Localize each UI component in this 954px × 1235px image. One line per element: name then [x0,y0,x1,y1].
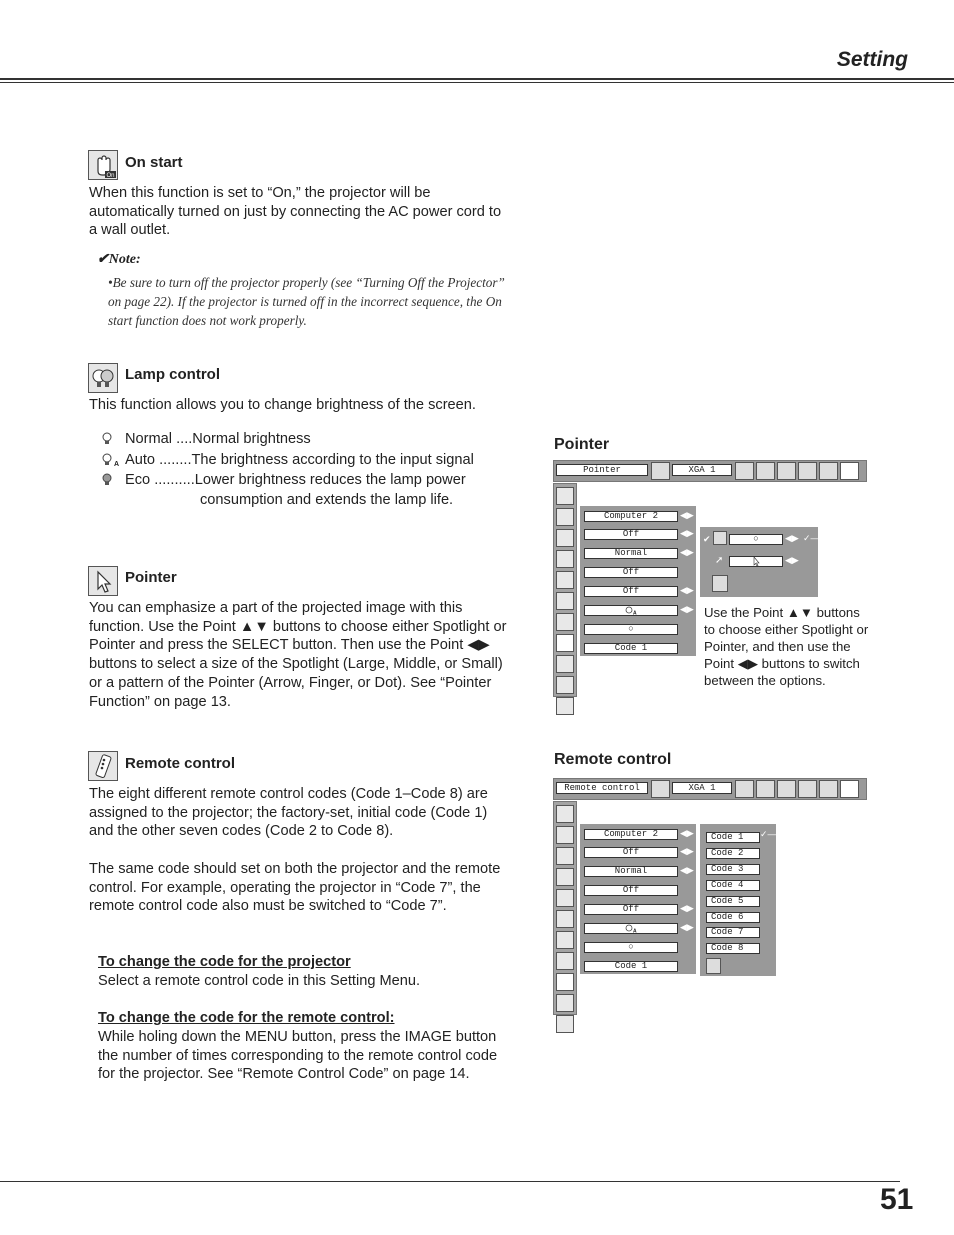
pointer-field-pointer: ○ [584,624,678,635]
remote-field-3: Normal [584,866,678,877]
pointer-field-remote: Code 1 [584,643,678,654]
pointer-menu-icon [556,634,574,652]
pointer-field-5: Off [584,586,678,597]
code-option-4: Code 4 [706,880,760,891]
remote-code-instructions: While holing down the MENU button, press the IMAGE button the number of times corresponding to the remote control code for the projector. See “Remote Control Code” on page 14. [98,1029,498,1083]
submenu-exit-icon [712,575,728,592]
pointer-menu-label: Pointer [556,464,648,476]
pointer-field-lamp [584,605,678,616]
lamp-menu-icon [556,613,574,631]
svg-text:A: A [633,610,637,617]
pointer-description: You can emphasize a part of the projected image with this function. Use the Point ▲▼ buttons to choose either Spotlight or Pointer and press the SELECT button. Then use the Point ◀▶ buttons to select a size of the Spotlight (Large, Middle, or Small) or a pattern of the Pointer (Arrow, Finger, or Dot). See “Pointer Function” on page 13. [89,600,507,710]
pointer-field-4: Off [584,567,678,578]
remote-control-icon [88,751,118,781]
image-select-icon [651,780,670,798]
pointer-figure-caption: Use the Point ▲▼ buttons to choose either Spotlight or Pointer, and then use the Point ◀▶ buttons to switch between the options. [704,605,869,688]
screen-icon [798,462,817,480]
remote-field-pointer: ○ [584,942,678,953]
input-source-icon [556,826,574,844]
computer-icon [735,780,754,798]
pointer-icon [88,566,118,596]
remote-code-subheading: To change the code for the remote control: [98,1010,395,1026]
pointer-field-3: Normal [584,548,678,559]
code-option-6: Code 6 [706,912,760,923]
input-label: XGA 1 [672,782,732,794]
background-icon [556,868,574,886]
pointer-field-input: Computer 2 [584,511,678,522]
setting-icon [840,780,859,798]
remote-control-heading: Remote control [125,755,236,772]
submenu-check-icon: ✔ [703,534,711,544]
header-rule-thin [0,82,954,83]
lamp-row-eco: Eco ..........Lower brightness reduces the lamp power [125,472,466,488]
input-source-icon [556,508,574,526]
spotlight-icon [713,531,727,545]
input-label: XGA 1 [672,464,732,476]
lamp-normal-icon [100,432,114,451]
remote-figure-title: Remote control [554,751,672,768]
remote-menu-label: Remote control [556,782,648,794]
screen-icon [798,780,817,798]
computer-icon [735,462,754,480]
position-icon [777,462,796,480]
remote-menu-icon [556,973,574,991]
lamp-row-auto: Auto ........The brightness according to the input signal [125,452,474,468]
background-icon [556,550,574,568]
on-start-menu-icon [556,592,574,610]
setting-icon [840,462,859,480]
image-adjust-icon [756,780,775,798]
projector-code-instructions: Select a remote control code in this Setting Menu. [98,973,421,989]
remote-field-4: Off [584,885,678,896]
code-panel-exit-icon [706,958,721,974]
image-select-icon [651,462,670,480]
section-title: Setting [836,48,908,71]
exit-icon [556,1015,574,1033]
code-option-7: Code 7 [706,927,760,938]
exit-icon [556,697,574,715]
down-arrow-icon [556,676,574,694]
key-icon [556,847,574,865]
pointer-menu-sidebar [553,483,577,697]
lamp-row-normal: Normal ....Normal brightness [125,431,311,447]
lamp-control-heading: Lamp control [125,366,221,383]
submenu-pointer-icon: ➚ [715,555,724,566]
key-icon [556,529,574,547]
svg-text:A: A [633,928,637,935]
remote-menu-icon [556,655,574,673]
display-icon [556,571,574,589]
remote-field-2: Off [584,847,678,858]
remote-control-description-1: The eight different remote control codes (Code 1–Code 8) are assigned to the projector; the factory-set, initial code (Code 1) and the other seven codes (Code 2 to Code 8). [89,786,488,840]
lamp-control-description: This function allows you to change brightness of the screen. [89,397,476,413]
lamp-row-eco-continued: consumption and extends the lamp life. [200,492,454,508]
code-option-2: Code 2 [706,848,760,859]
projector-code-subheading: To change the code for the projector [98,954,351,970]
lamp-eco-icon [100,473,114,492]
pointer-menu-icon [556,952,574,970]
on-start-description: When this function is set to “On,” the projector will be automatically turned on just by connecting the AC power cord to a wall outlet. [89,185,502,239]
code-option-5: Code 5 [706,896,760,907]
pointer-field-2: Off [584,529,678,540]
note-label: ✔Note: [97,252,141,267]
remote-control-description-2: The same code should set on both the projector and the remote control. For example, operating the projector in “Code 7”, the remote control code also must be switched to “Code 7”. [89,861,501,915]
remote-field-input: Computer 2 [584,829,678,840]
position-icon [777,780,796,798]
down-arrow-icon [556,994,574,1012]
up-arrow-icon [556,487,574,505]
sound-icon [819,780,838,798]
note-text: •Be sure to turn off the projector properly (see “Turning Off the Projector” on page 22). If the projector is turned off in the incorrect sequence, the On start function does not work properly. [108,275,505,328]
code-option-8: Code 8 [706,943,760,954]
on-start-heading: On start [125,154,183,171]
pointer-figure-title: Pointer [554,436,610,453]
pointer-value [729,556,783,567]
remote-field-remote: Code 1 [584,961,678,972]
on-start-icon [88,150,118,180]
header-rule [0,78,954,80]
pointer-field-arrows: ◀▶ [680,510,694,520]
code-option-3: Code 3 [706,864,760,875]
image-adjust-icon [756,462,775,480]
remote-field-lamp [584,923,678,934]
code-option-1: Code 1 [706,832,760,843]
remote-field-5: Off [584,904,678,915]
lamp-menu-icon [556,931,574,949]
code-panel-return-icon: ✓— [760,829,777,839]
on-start-menu-icon [556,910,574,928]
sound-icon [819,462,838,480]
page-number: 51 [880,1183,914,1216]
pointer-heading: Pointer [125,569,177,586]
submenu-return-icon: ✓— [803,533,820,543]
up-arrow-icon [556,805,574,823]
lamp-control-icon [88,363,118,393]
remote-menu-sidebar [553,801,577,1015]
spotlight-value: ○ [729,534,783,545]
display-icon [556,889,574,907]
footer-rule [0,1181,900,1182]
svg-text:On: On [106,173,115,179]
svg-text:A: A [114,461,120,468]
lamp-auto-icon [100,453,118,472]
